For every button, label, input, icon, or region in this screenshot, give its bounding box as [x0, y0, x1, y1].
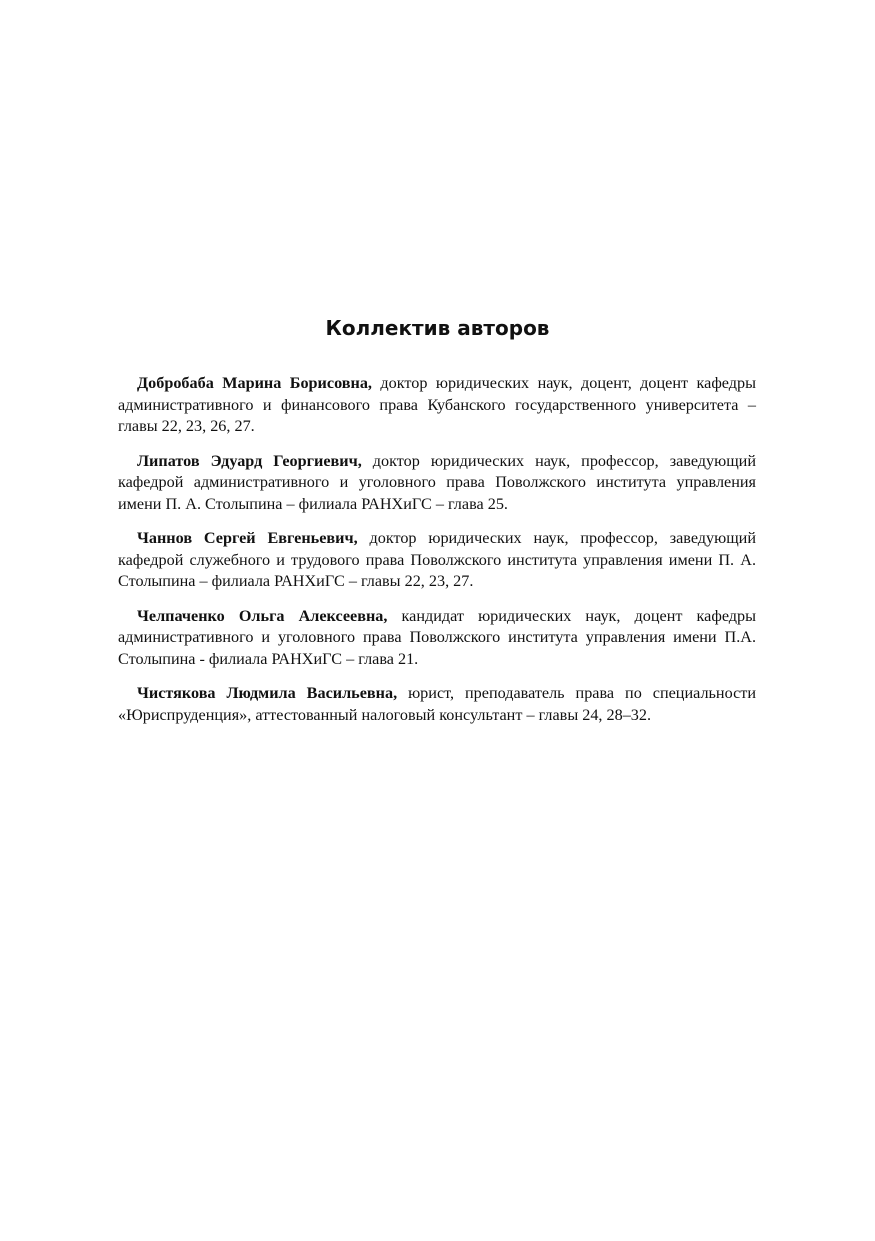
author-description: доктор юридических наук, профессор, заведующий кафедрой административного и уголовного права Поволжского института управления имени П. А. Столыпина – филиала РАНХиГС – глава 25.: [118, 451, 757, 513]
author-description: доктор юридических наук, профессор, заведующий кафедрой служебного и трудового права Поволжского института управления имени П. А. Столыпина – филиала РАНХиГС – главы 22, 23, 27.: [118, 529, 757, 590]
author-description: доктор юридических наук, доцент, доцент кафедры административного и финансового права Кубанского государственного университета – главы 22, 23, 26, 27.: [118, 374, 756, 435]
author-entry: [118, 606, 756, 671]
author-entry: [118, 528, 756, 593]
author-name: Липатов Эдуард Георгиевич,: [137, 451, 362, 470]
author-entry: [118, 683, 756, 726]
author-name: Челпаченко Ольга Алексеевна,: [137, 606, 388, 625]
author-name: Чаннов Сергей Евгеньевич,: [137, 529, 358, 547]
authors-list: [118, 373, 756, 739]
author-name: Чистякова Людмила Васильевна,: [137, 684, 398, 702]
author-entry: [118, 373, 756, 438]
page-title: Коллектив авторов: [325, 316, 550, 340]
author-description: кандидат юридических наук, доцент кафедры административного и уголовного права Поволжского института управления имени П.А. Столыпина - филиала РАНХиГС – глава 21.: [118, 606, 757, 668]
author-entry: [118, 451, 756, 516]
author-name: Добробаба Марина Борисовна,: [137, 374, 372, 392]
author-description: юрист, преподаватель права по специальности «Юриспруденция», аттестованный налоговый консультант – главы 24, 28–32.: [118, 684, 757, 724]
